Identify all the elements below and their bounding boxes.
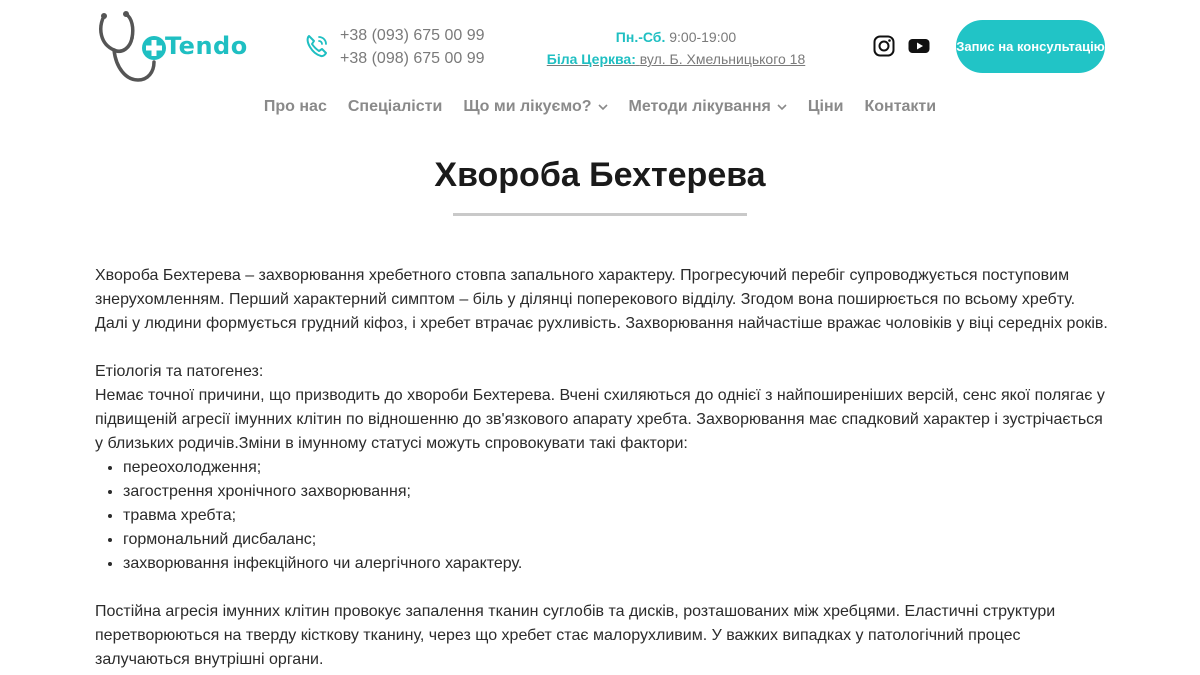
- etiology-paragraph: Немає точної причини, що призводить до хвороби Бехтерева. Вчені схиляються до однієї з найпоширеніших версій, сенс якої полягає у підвищеній агресії імунних клітин по відношенню до зв'язкового апарату хребта. Захворювання має спадковий характер і зустрічається у близьких родичів.Зміни в імунному статусі можуть спровокувати такі фактори:: [95, 387, 1105, 452]
- nav-item-what-we-treat[interactable]: Що ми лікуємо?: [463, 94, 607, 120]
- city-label: Біла Церква:: [546, 51, 636, 67]
- youtube-icon[interactable]: [908, 35, 930, 57]
- nav-item-prices[interactable]: Ціни: [807, 98, 844, 115]
- list-item: • гормональний дисбаланс;: [123, 528, 1110, 552]
- main-nav: [0, 94, 1200, 120]
- list-item: • загострення хронічного захворювання;: [123, 480, 1110, 504]
- phone-numbers: [340, 24, 485, 70]
- nav-item-specialists[interactable]: Спеціалісти: [347, 98, 443, 115]
- phone-link-1[interactable]: +38 (093) 675 00 99: [340, 27, 485, 44]
- chevron-down-icon: [777, 102, 787, 112]
- street-address: вул. Б. Хмельницького 18: [639, 51, 806, 67]
- article-body: [95, 264, 1110, 672]
- page-title: Хвороба Бехтерева: [434, 156, 766, 194]
- closing-paragraph: Постійна агресія імунних клітин провокує запалення тканин суглобів та дисків, розташованих між хребцями. Еластичні структури перетворюються на тверду кісткову тканину, через що хребет стає малорухливим. У важких випадках у патологічний процес залучаються внутрішні органи.: [95, 603, 1056, 668]
- etiology-heading: Етіологія та патогенез:: [95, 363, 264, 380]
- nav-item-treatment-methods[interactable]: Методи лікування: [629, 94, 787, 120]
- hours-time: 9:00-19:00: [669, 29, 737, 45]
- address-link[interactable]: [540, 48, 812, 70]
- intro-paragraph: Хвороба Бехтерева – захворювання хребетного стовпа запального характеру. Прогресуючий перебіг супроводжується поступовим знерухомленням. Перший характерний симптом – біль у ділянці поперекового відділу. Згодом вона поширюється по всьому хребту. Далі у людини формується грудний кіфоз, і хребет втрачає рухливість. Захворювання найчастіше вражає чоловіків у віці середніх років.: [95, 267, 1108, 332]
- site-header: [0, 0, 1200, 90]
- logo-text: Tendo: [165, 32, 248, 60]
- stethoscope-logo-icon: [96, 8, 176, 86]
- hours-days: Пн.-Сб.: [615, 29, 666, 45]
- instagram-icon[interactable]: [873, 35, 895, 57]
- logo[interactable]: [96, 8, 256, 86]
- phone-icon: [304, 33, 330, 59]
- title-divider: [453, 213, 747, 216]
- list-item: • травма хребта;: [123, 504, 1110, 528]
- nav-item-about[interactable]: Про нас: [263, 98, 327, 115]
- nav-item-contacts[interactable]: Контакти: [864, 98, 937, 115]
- factors-list: [95, 456, 1110, 576]
- working-hours: [540, 26, 812, 70]
- book-consultation-button[interactable]: Запис на консультацію: [956, 20, 1105, 73]
- list-item: • захворювання інфекційного чи алергічного характеру.: [123, 552, 1110, 576]
- chevron-down-icon: [598, 102, 608, 112]
- list-item: • переохолодження;: [123, 456, 1110, 480]
- phone-link-2[interactable]: +38 (098) 675 00 99: [340, 50, 485, 67]
